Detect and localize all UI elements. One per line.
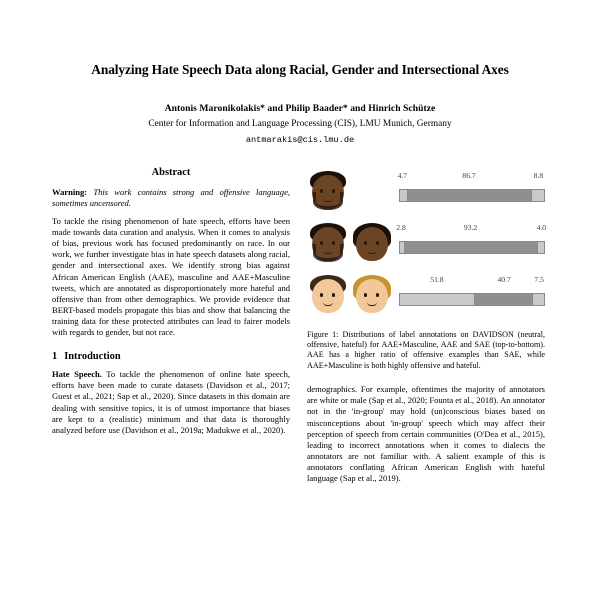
right-column bbox=[307, 167, 545, 484]
right-column-paragraph-1: demographics. For example, oftentimes the majority of annotators are white or male (Sap et al., 2020; Founta et al., 2018). An annotator not in the 'in-group' may hold (un)conscious biases based on misconceptions about 'in-group' speech which may affect their perception of speech from certain communities (O'Dea et al., 2015), leading to incorrect annotations when it comes to dialects the annotators are not familiar with. A salient example of this is annotators conflating African American English with hateful language (Sap et al., 2019). bbox=[307, 384, 545, 484]
intro-paragraph-1 bbox=[52, 369, 290, 436]
avatar-face-icon bbox=[307, 274, 349, 318]
figure-1 bbox=[307, 167, 545, 371]
bar-segment-offensive bbox=[407, 190, 532, 201]
two-column-body bbox=[52, 167, 548, 484]
bar-label-neutral: 51.8 bbox=[430, 274, 444, 284]
bar-label-hateful: 8.8 bbox=[533, 170, 544, 180]
bar-value-labels bbox=[396, 222, 547, 235]
paragraph-lead-in: Hate Speech. bbox=[52, 369, 102, 380]
author-list: Antonis Maronikolakis* and Philip Baader* and Hinrich Schütze bbox=[164, 102, 436, 114]
figure-row-sae bbox=[307, 273, 545, 319]
bar-label-offensive: 86.7 bbox=[462, 170, 476, 180]
avatar-group-sae bbox=[307, 273, 399, 319]
bar-segment-hateful bbox=[533, 294, 544, 305]
avatar-face-icon bbox=[307, 222, 349, 266]
abstract-paragraph: To tackle the rising phenomenon of hate speech, efforts have been made towards data curation and analysis. When it comes to analysis of bias, previous work has focused predominantly on race. In our work, we further investigate bias in hate speech datasets along racial, gender and intersectional axes. We identify strong bias against African American English (AAE), masculine and AAE+Masculine tweets, which are annotated as disproportionately more hateful and offensive than from other demographics. We provide evidence that BERT-based models propagate this bias and show that balancing the training data for these protected attributes can lead to fairer models with regards to gender, but not race. bbox=[52, 215, 290, 338]
bar-label-offensive: 93.2 bbox=[463, 222, 478, 232]
section-number: 1 bbox=[52, 351, 58, 363]
content-warning bbox=[52, 187, 290, 209]
bar-segment-hateful bbox=[532, 190, 545, 201]
bar-label-neutral: 2.8 bbox=[396, 222, 406, 232]
content-warning-text: This work contains strong and offensive language, sometimes uncensored. bbox=[52, 186, 290, 208]
avatar-face-icon bbox=[351, 222, 393, 266]
avatar-face-icon bbox=[351, 274, 393, 318]
bar-label-offensive: 40.7 bbox=[497, 274, 511, 284]
page-title: Analyzing Hate Speech Data along Racial, Gender and Intersectional Axes bbox=[91, 62, 509, 77]
bar-segment-neutral bbox=[400, 190, 407, 201]
intro-paragraph-1-text: To tackle the phenomenon of online hate speech, efforts have been made to curate datasets (Davidson et al., 2017; Guest et al., 2021; Sap et al., 2020). Since datasets in this domain are dealing with sensitive topics, it is of utmost importance that biases are kept to a (realistic) minimum and that data is thoroughly analyzed before use (Davidson et al., 2019a; Madukwe et al., 2020). bbox=[52, 369, 290, 435]
abstract-heading: Abstract bbox=[151, 166, 191, 178]
section-title: Introduction bbox=[64, 351, 121, 363]
bar-label-hateful: 7.5 bbox=[534, 274, 544, 284]
bar-track bbox=[399, 293, 545, 306]
figure-caption-text: Distributions of label annotations on DAVIDSON (neutral, offensive, hateful) for AAE+Masculine, AAE and SAE (top-to-bottom). AAE has a higher ratio of offensive examples than SAE, while AAE+Masculine is both highly offensive and hateful. bbox=[307, 329, 545, 370]
figure-1-caption bbox=[307, 330, 545, 371]
bar-label-neutral: 4.7 bbox=[397, 170, 408, 180]
affiliation: Center for Information and Language Processing (CIS), LMU Munich, Germany bbox=[148, 118, 452, 129]
content-warning-label: Warning: bbox=[52, 186, 88, 197]
bar-segment-hateful bbox=[538, 242, 544, 253]
figure-row-aae bbox=[307, 221, 545, 267]
bar-value-labels bbox=[399, 275, 545, 287]
figure-row-aae-masculine bbox=[307, 169, 545, 215]
stacked-bar-aae bbox=[396, 221, 547, 267]
avatar-face-icon bbox=[307, 170, 349, 214]
stacked-bar-sae bbox=[399, 273, 545, 319]
section-heading-introduction bbox=[52, 351, 290, 362]
bar-value-labels bbox=[399, 171, 545, 183]
figure-1-graphic bbox=[307, 167, 545, 322]
bar-track bbox=[399, 241, 545, 254]
bar-segment-offensive bbox=[404, 242, 538, 253]
left-column bbox=[52, 167, 290, 484]
bar-label-hateful: 4.0 bbox=[536, 222, 547, 232]
bar-segment-offensive bbox=[474, 294, 534, 305]
bar-track bbox=[399, 189, 545, 202]
contact-email: antmarakis@cis.lmu.de bbox=[245, 134, 355, 145]
bar-segment-neutral bbox=[400, 294, 474, 305]
stacked-bar-aae-masculine bbox=[399, 169, 545, 215]
figure-caption-label: Figure 1: bbox=[307, 329, 339, 339]
avatar-group-aae-masculine bbox=[307, 169, 399, 215]
avatar-group-aae bbox=[307, 221, 399, 267]
